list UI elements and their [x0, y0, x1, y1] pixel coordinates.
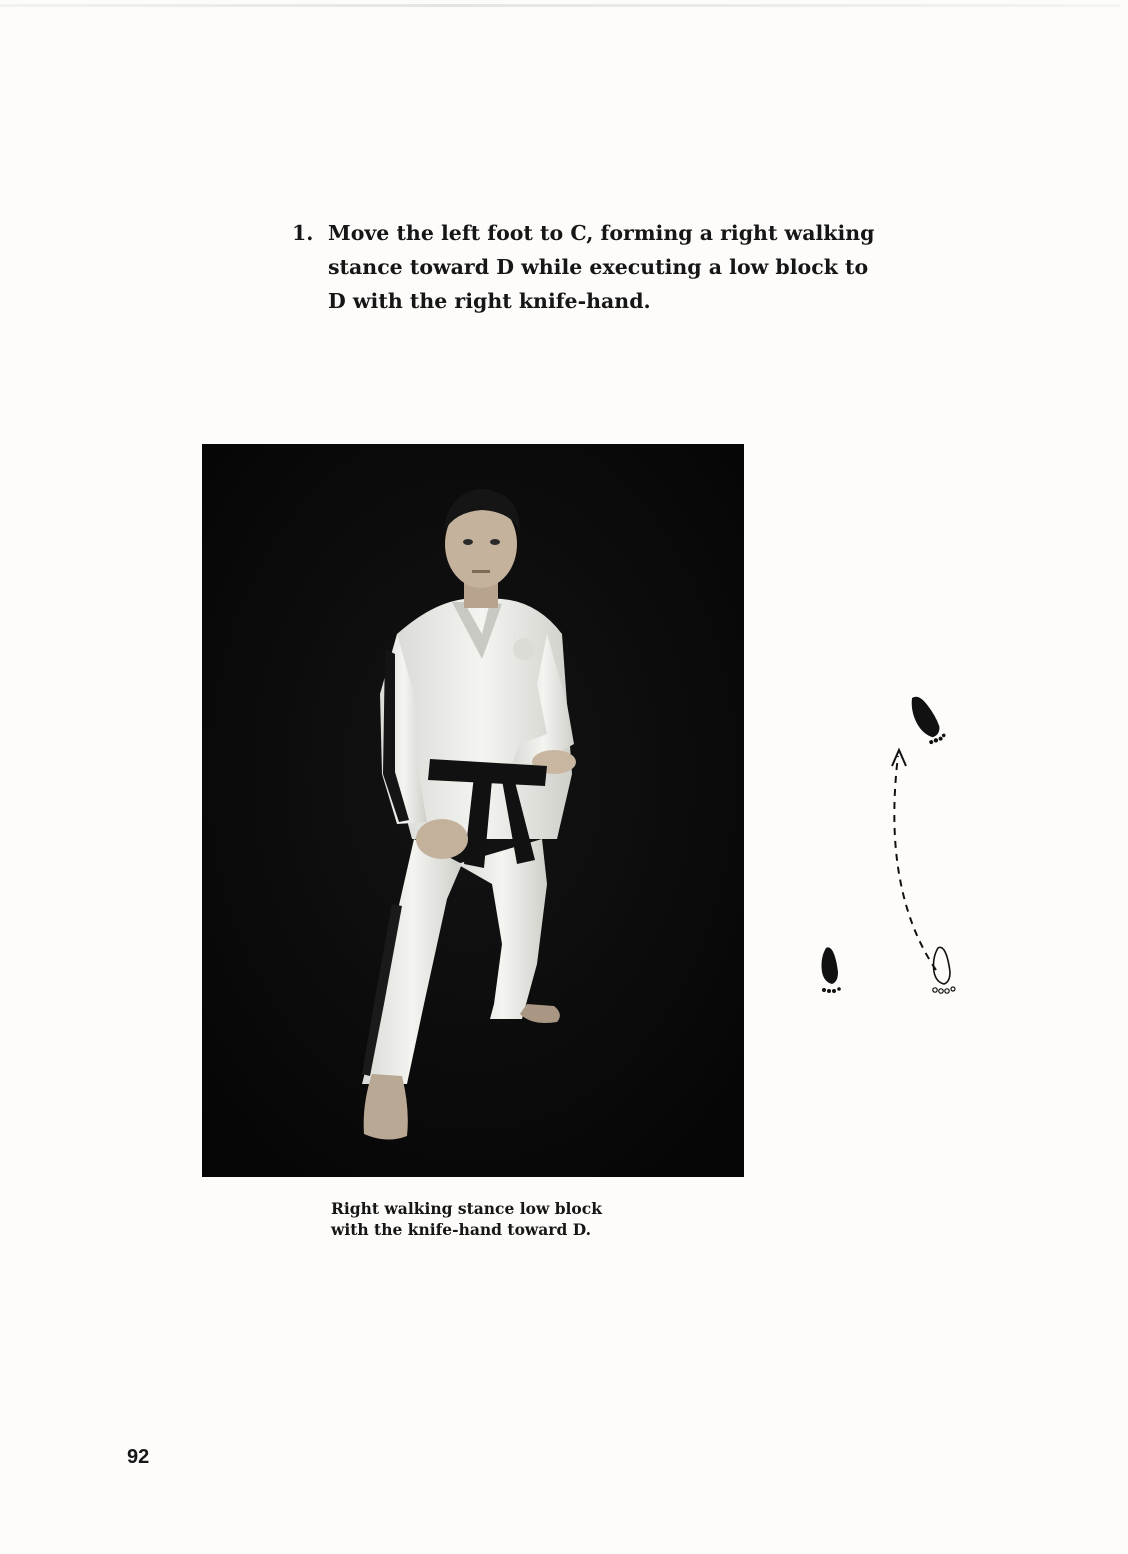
caption-line: Right walking stance low block	[331, 1199, 602, 1218]
photo-caption	[331, 1198, 691, 1240]
page-number: 92	[127, 1446, 150, 1468]
step-number: 1.	[292, 221, 314, 245]
footwork-diagram	[800, 680, 980, 1010]
dashed-arrow-icon	[892, 750, 936, 970]
step-line: stance toward D while executing a low block to	[328, 255, 869, 279]
caption-line: with the knife-hand toward D.	[331, 1220, 591, 1239]
step-line: D with the right knife-hand.	[328, 289, 651, 313]
footprint-solid-icon	[908, 691, 947, 746]
footprint-outline-icon	[933, 947, 955, 993]
step-text	[328, 216, 888, 318]
footprint-solid-icon	[822, 947, 841, 993]
martial-artist-photo	[202, 444, 744, 1177]
karate-stance-illustration	[202, 444, 744, 1177]
step-line: Move the left foot to C, forming a right walking	[328, 221, 875, 245]
top-scan-edge	[0, 4, 1120, 7]
